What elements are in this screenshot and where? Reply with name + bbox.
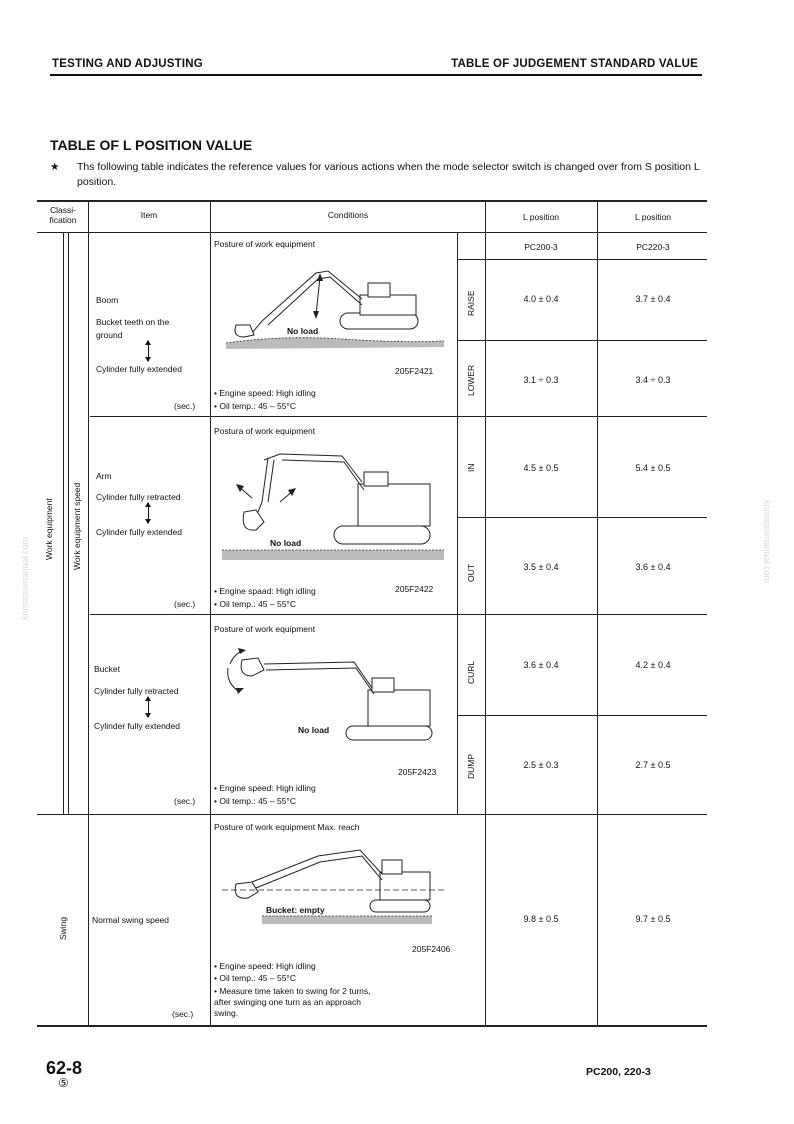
row4-condition-5: swing.: [214, 1008, 239, 1018]
value-out-pc220: 3.6 ± 0.4: [635, 562, 671, 572]
row1-item-line1: Boom: [96, 295, 119, 305]
bucket-excavator-figure: [222, 640, 447, 750]
row3-item-line3: Cylinder fully extended: [94, 721, 180, 731]
row4-figure-number: 205F2406: [412, 944, 451, 954]
intro-text: Ths following table indicates the reference values for various actions when the mode selector switch is changed over from S position L position.: [77, 161, 700, 188]
row4-condition-3: • Measure time taken to swing for 2 turns,: [214, 986, 371, 996]
row3-no-load: No load: [298, 725, 330, 735]
page-title: TABLE OF L POSITION VALUE: [50, 137, 253, 153]
revision-mark: ⑤: [58, 1076, 69, 1090]
action-in: IN: [466, 463, 476, 472]
group-work-equipment: Work equipment: [44, 498, 54, 560]
row2-unit: (sec.): [174, 599, 196, 609]
row2-item-line2: Cylinder fully retracted: [96, 492, 181, 502]
row1-condition-1: • Engine speed: High idling: [214, 388, 316, 398]
header-classification: Classi- fication: [49, 205, 77, 225]
row3-condition-1: • Engine speed: High idling: [214, 783, 316, 793]
value-lower-pc220: 3.4 ÷ 0.3: [635, 375, 671, 385]
value-swing-pc200: 9.8 ± 0.5: [523, 914, 559, 924]
row1-item-line2: Bucket teeth on the: [96, 317, 170, 327]
action-raise: RAISE: [466, 290, 476, 316]
row1-unit: (sec.): [174, 401, 196, 411]
row2-item-line1: Arm: [96, 471, 112, 481]
row4-posture: Posture of work equipment Max. reach: [214, 822, 360, 832]
row3-condition-2: • Oil temp.: 45 – 55°C: [214, 796, 296, 806]
value-dump-pc220: 2.7 ± 0.5: [635, 760, 671, 770]
row1-condition-2: • Oil temp.: 45 – 55°C: [214, 401, 296, 411]
header-l-position-b: L position: [634, 212, 672, 222]
model-pc220: PC220-3: [636, 242, 670, 252]
row2-condition-2: • Oil temp.: 45 – 55°C: [214, 599, 296, 609]
row2-no-load: No load: [270, 538, 302, 548]
row1-item-line4: Cylinder fully extended: [96, 364, 182, 374]
row1-no-load: No load: [287, 326, 319, 336]
header-rule: [50, 74, 702, 76]
page-number: 62-8: [46, 1058, 83, 1078]
value-dump-pc200: 2.5 ± 0.3: [523, 760, 559, 770]
header-document-title: TABLE OF JUDGEMENT STANDARD VALUE: [451, 58, 698, 70]
row3-item-line2: Cylinder fully retracted: [94, 686, 179, 696]
value-out-pc200: 3.5 ± 0.4: [523, 562, 559, 572]
model-footer: PC200, 220-3: [586, 1066, 651, 1078]
action-curl: CURL: [466, 660, 476, 684]
header-section-title: TESTING AND ADJUSTING: [52, 58, 203, 70]
value-in-pc200: 4.5 ± 0.5: [523, 463, 559, 473]
model-pc200: PC200-3: [524, 242, 558, 252]
value-lower-pc200: 3.1 ÷ 0.3: [523, 375, 559, 385]
action-out: OUT: [466, 564, 476, 582]
watermark-right: komatsumanual.com: [762, 500, 772, 584]
swing-excavator-figure: [222, 838, 447, 928]
value-raise-pc220: 3.7 ± 0.4: [635, 294, 671, 304]
header-item: Item: [140, 210, 158, 220]
row3-unit: (sec.): [174, 796, 196, 806]
row1-posture: Posture of work equipment: [214, 239, 316, 249]
arm-excavator-figure: [222, 442, 447, 572]
double-arrow-icon: [148, 503, 149, 523]
double-arrow-icon: [148, 341, 149, 361]
row3-item-line1: Bucket: [94, 664, 120, 674]
action-dump: DUMP: [466, 753, 476, 779]
header-conditions: Conditions: [327, 210, 369, 220]
star-icon: ★: [50, 161, 60, 173]
value-curl-pc200: 3.6 ± 0.4: [523, 660, 559, 670]
action-lower: LOWER: [466, 364, 476, 396]
row4-item: Normal swing speed: [92, 915, 170, 925]
value-swing-pc220: 9.7 ± 0.5: [635, 914, 671, 924]
row1-item-line3: ground: [96, 330, 123, 340]
value-raise-pc200: 4.0 ± 0.4: [523, 294, 559, 304]
row4-unit: (sec.): [172, 1009, 194, 1019]
row1-figure-number: 205F2421: [395, 366, 434, 376]
row3-figure-number: 205F2423: [398, 767, 437, 777]
row4-condition-4: after swinging one turn as an approach: [214, 997, 361, 1007]
row4-condition-2: • Oil temp.: 45 – 55°C: [214, 973, 296, 983]
value-curl-pc220: 4.2 ± 0.4: [635, 660, 671, 670]
value-in-pc220: 5.4 ± 0.5: [635, 463, 671, 473]
group-work-equipment-speed: Work equipment speed: [72, 482, 82, 570]
row2-posture: Postura of work equipment: [214, 426, 316, 436]
row4-bucket-note: Bucket: empty: [266, 905, 325, 915]
double-arrow-icon: [148, 697, 149, 717]
row4-condition-1: • Engine speed: High idling: [214, 961, 316, 971]
boom-excavator-figure: [222, 255, 447, 355]
group-swing: Swing: [58, 916, 68, 940]
row2-item-line3: Cylinder fully extended: [96, 527, 182, 537]
watermark-left: komatsumanual.com: [20, 536, 30, 620]
row2-figure-number: 205F2422: [395, 584, 434, 594]
row3-posture: Posture of work equipment: [214, 624, 316, 634]
row2-condition-1: • Engine spaad: High idling: [214, 586, 316, 596]
header-l-position-a: L position: [522, 212, 560, 222]
